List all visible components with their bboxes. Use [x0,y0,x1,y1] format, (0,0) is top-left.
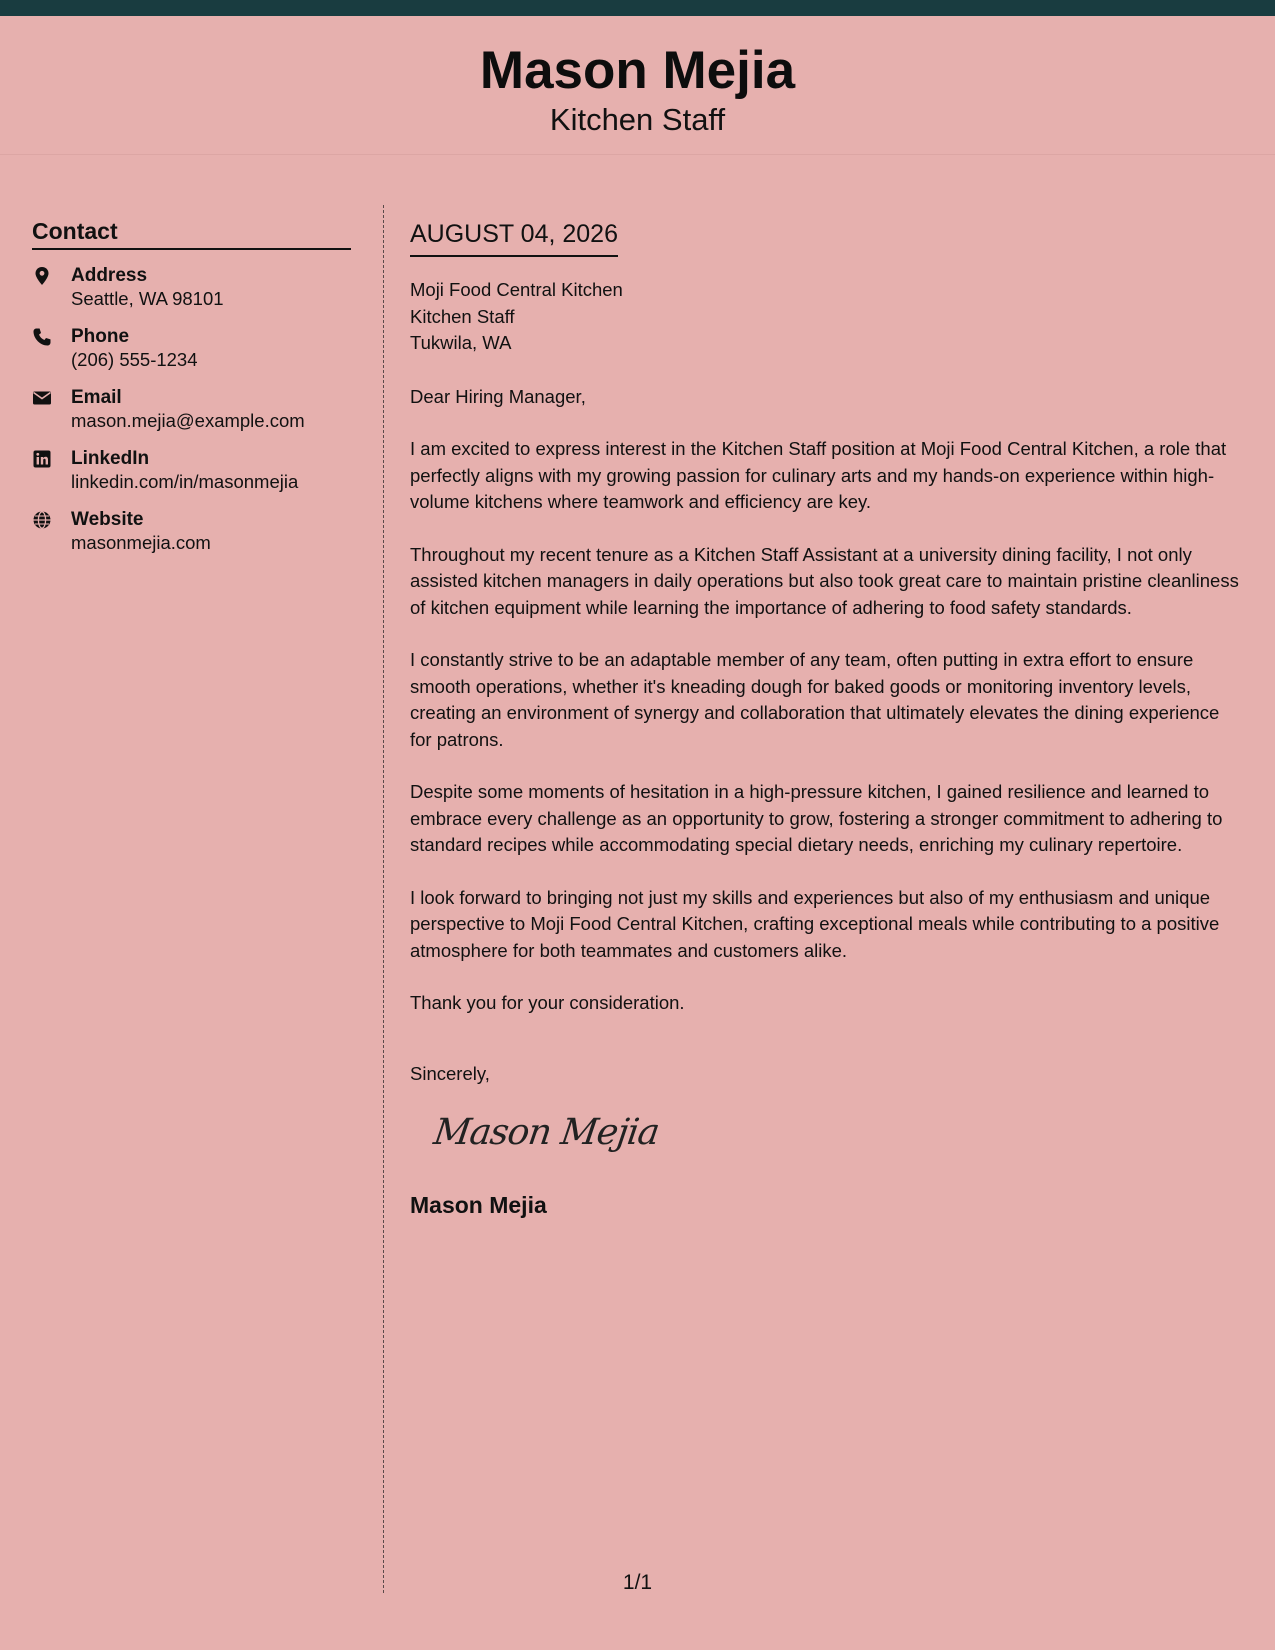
map-pin-icon [32,266,52,286]
envelope-icon [32,388,52,408]
body-paragraph: Despite some moments of hesitation in a high-pressure kitchen, I gained resilience and learned to embrace every challenge as an opportunity to grow, fostering a stronger commitment to adhering to standard recipes while accommodating special dietary needs, enriching my culinary repertoire. [410,781,1223,855]
contact-value: Seattle, WA 98101 [71,288,224,309]
handwritten-signature: Mason Mejia [431,1112,662,1153]
linkedin-icon [32,449,52,469]
body-paragraph: I constantly strive to be an adaptable member of any team, often putting in extra effort to ensure smooth operations, whether it's kneading dough for baked goods or monitoring inventory levels, creating an environment of synergy and collaboration that ultimately elevates the dining experience for patrons. [410,649,1220,750]
contact-email [32,387,351,433]
contact-heading: Contact [32,220,351,250]
closing-line: Sincerely, [410,1062,490,1084]
page-number: 1/1 [622,1571,653,1594]
signer-name: Mason Mejia [410,1191,547,1218]
applicant-name: Mason Mejia [479,41,796,100]
page-header [0,16,1275,155]
contact-sidebar [32,220,351,555]
globe-icon [32,510,52,530]
contact-value: masonmejia.com [71,532,211,553]
contact-value: linkedin.com/in/masonmejia [71,471,299,492]
body-paragraph: I am excited to express interest in the Kitchen Staff position at Moji Food Central Kitchen, a role that perfectly aligns with my growing passion for culinary arts and my hands-on experience within high-volume kitchens where teamwork and efficiency are key. [410,438,1227,512]
contact-label: Phone [71,326,130,347]
applicant-title: Kitchen Staff [549,102,726,137]
body-paragraph: Throughout my recent tenure as a Kitchen Staff Assistant at a university dining facility, I not only assisted kitchen managers in daily operations but also took great care to maintain pristine cleanliness of kitchen equipment while learning the importance of adhering to food safety standards. [410,543,1239,618]
letter-body [410,222,1245,1218]
recipient-position: Kitchen Staff [410,305,515,327]
recipient-company: Moji Food Central Kitchen [410,279,623,300]
contact-label: LinkedIn [71,448,150,469]
contact-linkedin [32,448,351,494]
body-paragraph: I look forward to bringing not just my skills and experiences but also of my enthusiasm and unique perspective to Moji Food Central Kitchen, crafting exceptional meals while contributing to a positive atmosphere for both teammates and customers alike. [410,886,1220,961]
contact-value: mason.mejia@example.com [71,410,305,431]
contact-label: Address [71,265,148,286]
recipient-location: Tukwila, WA [410,332,512,353]
column-divider [383,205,384,1593]
contact-label: Website [71,509,144,530]
contact-phone [32,326,351,372]
contact-website [32,509,351,555]
salutation: Dear Hiring Manager, [410,385,586,407]
contact-value: (206) 555-1234 [71,349,198,370]
contact-label: Email [71,387,122,408]
thank-you-line: Thank you for your consideration. [410,992,685,1013]
phone-icon [32,327,52,347]
contact-address [32,265,351,311]
letter-date: AUGUST 04, 2026 [410,222,618,257]
top-accent-bar [0,0,1275,16]
recipient-block [410,277,1245,357]
